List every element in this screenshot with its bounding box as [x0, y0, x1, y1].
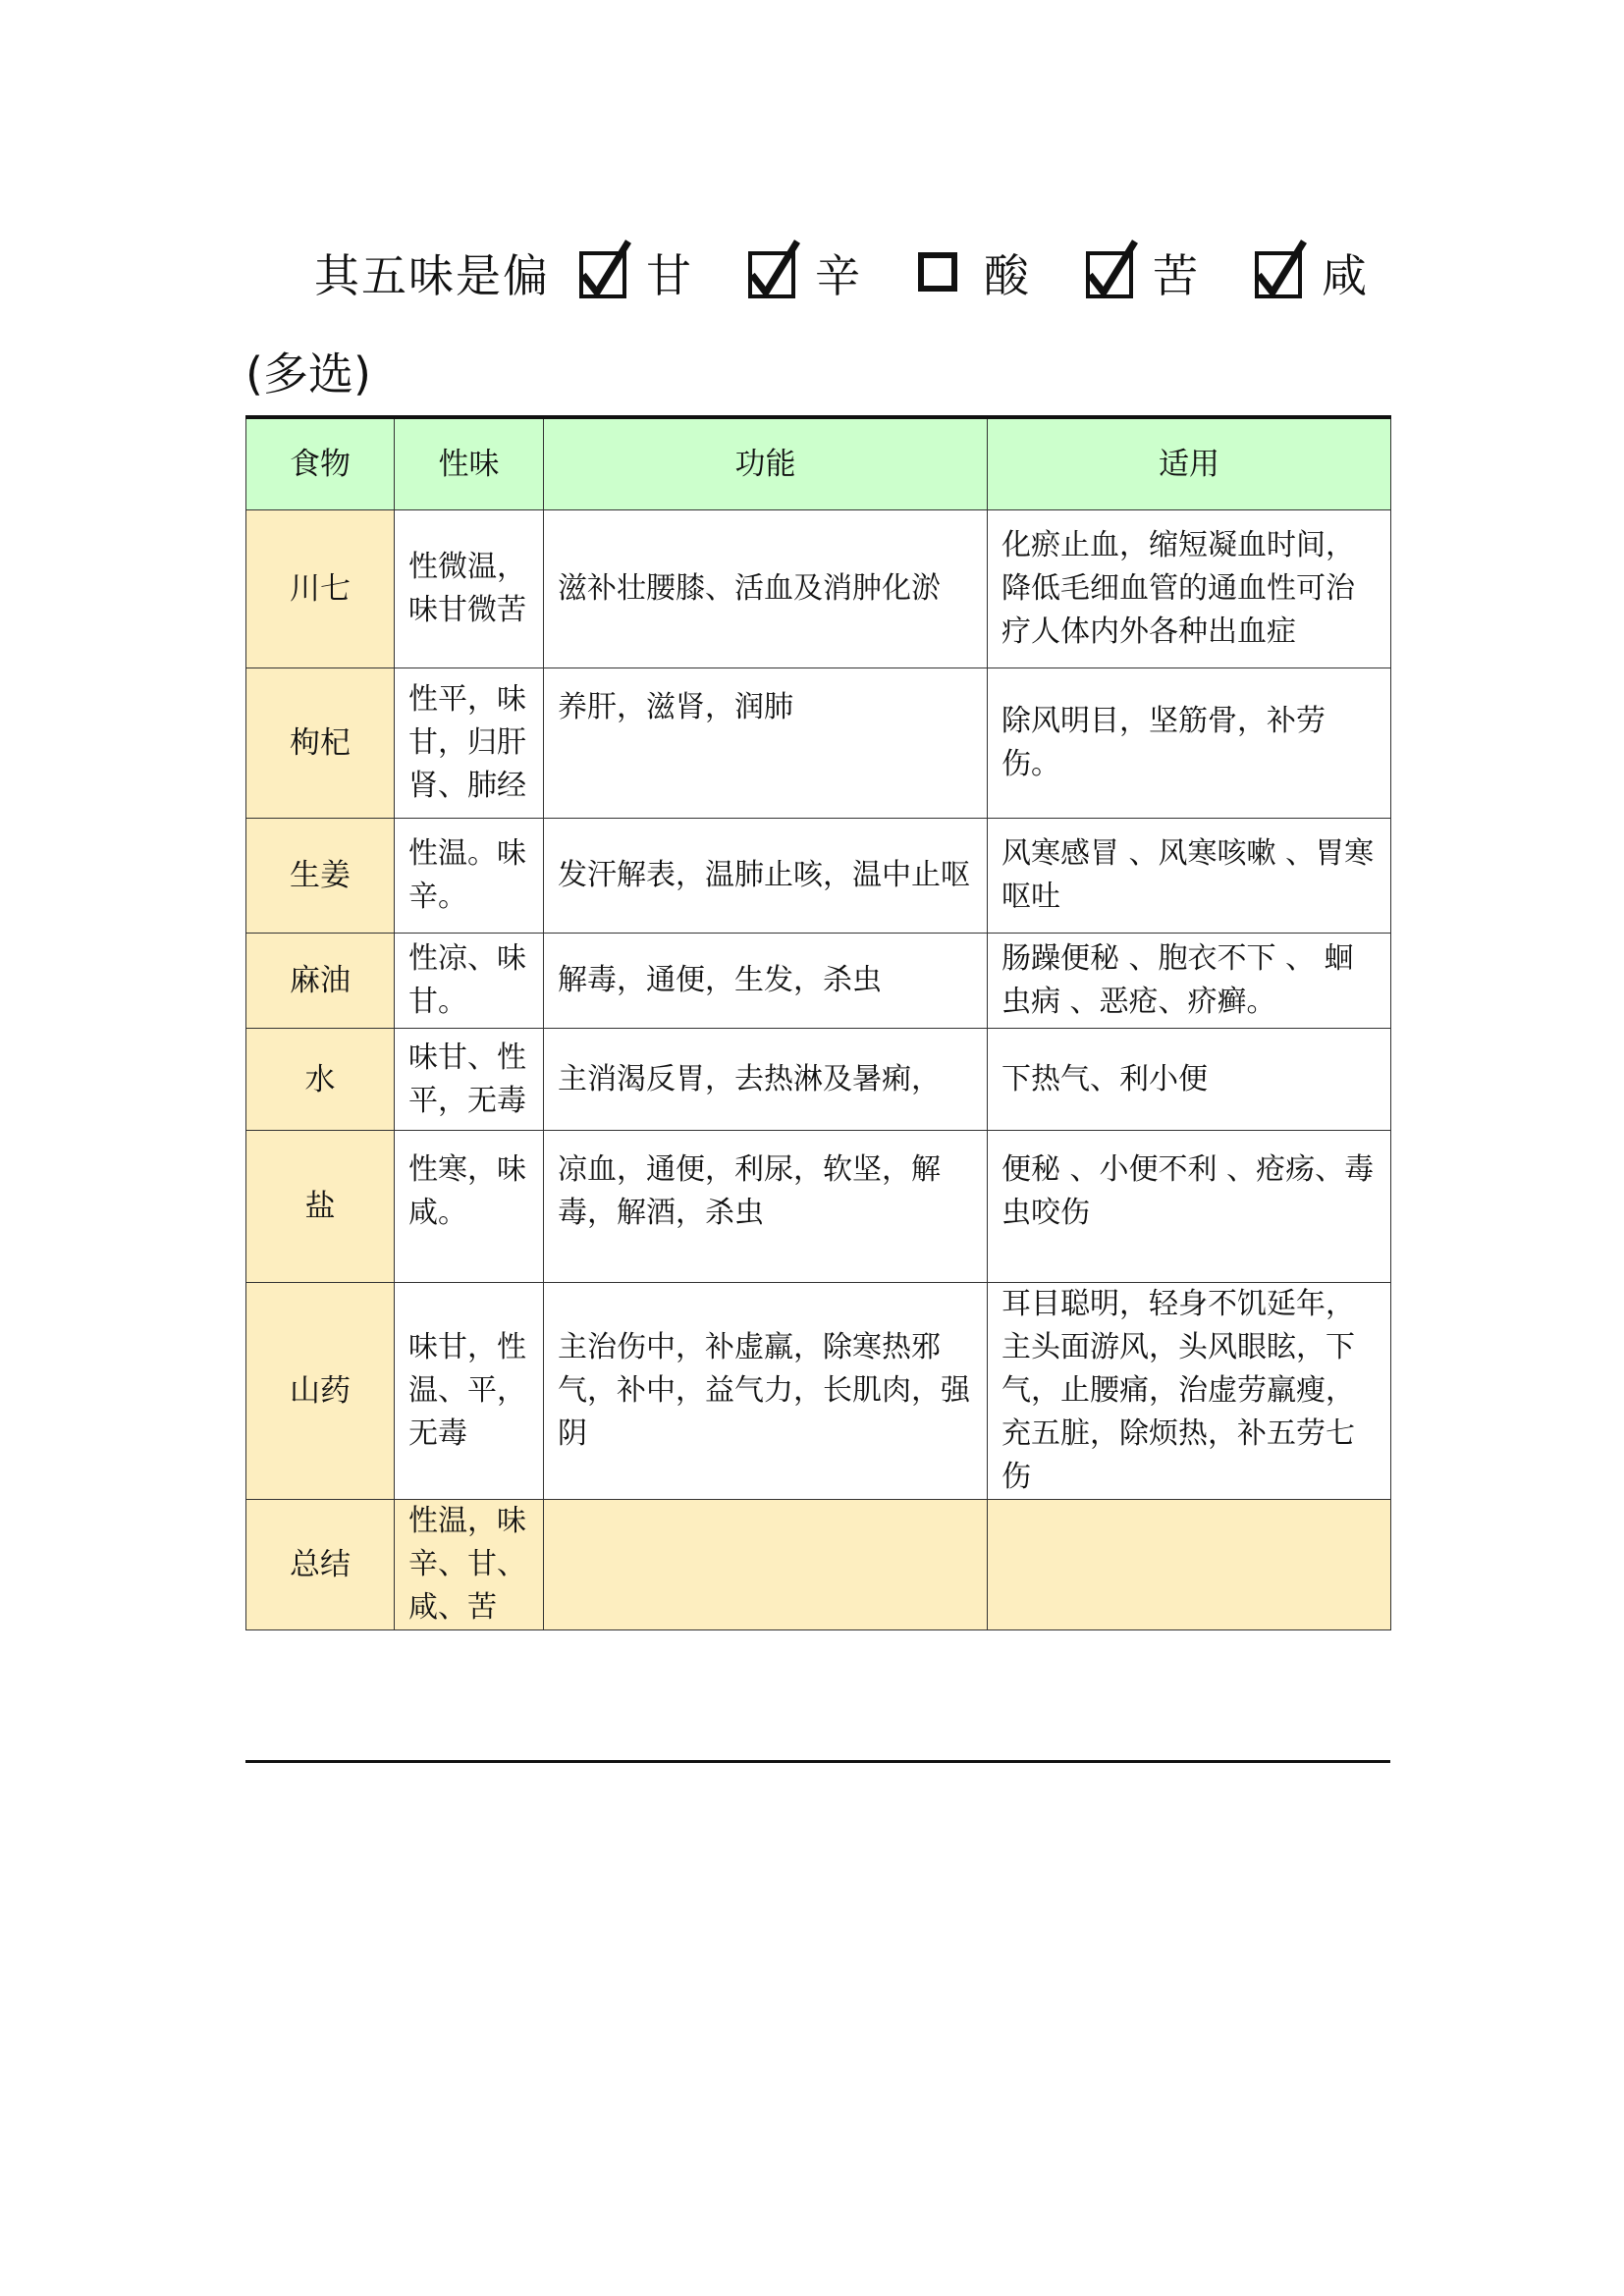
function-cell: 解毒，通便，生发，杀虫	[544, 934, 988, 1029]
checkbox-checked-icon[interactable]	[1255, 251, 1298, 294]
bottom-divider	[245, 1760, 1390, 1763]
nature-cell: 性寒，味咸。	[395, 1131, 544, 1283]
question-text: 其五味是偏	[314, 249, 550, 302]
table-row	[246, 668, 1391, 819]
function-cell: 主消渴反胃，去热淋及暑痢，	[544, 1029, 988, 1131]
use-cell: 化瘀止血，缩短凝血时间，降低毛细血管的通血性可治疗人体内外各种出血症	[988, 510, 1391, 668]
option-suan[interactable]	[917, 240, 1086, 305]
summary-row	[246, 1500, 1391, 1630]
option-label: 辛	[815, 249, 860, 302]
checkbox-checked-icon[interactable]	[1086, 251, 1129, 294]
food-properties-table	[245, 415, 1391, 1630]
function-cell: 主治伤中，补虚羸，除寒热邪气，补中，益气力，长肌肉，强阴	[544, 1283, 988, 1500]
nature-cell: 性温。味辛。	[395, 819, 544, 934]
nature-cell: 性温，味辛、甘、咸、苦	[395, 1500, 544, 1630]
table-row	[246, 1131, 1391, 1283]
option-gan[interactable]	[579, 240, 748, 305]
header-nature: 性味	[395, 417, 544, 510]
option-label: 苦	[1153, 249, 1198, 302]
header-use: 适用	[988, 417, 1391, 510]
food-cell: 生姜	[246, 819, 395, 934]
table-row	[246, 510, 1391, 668]
question-line	[314, 234, 1367, 312]
use-cell: 除风明目，坚筋骨，补劳伤。	[988, 668, 1391, 819]
option-xin[interactable]	[748, 240, 917, 305]
option-ku[interactable]	[1086, 240, 1255, 305]
use-cell	[988, 1500, 1391, 1630]
checkbox-checked-icon[interactable]	[579, 251, 623, 294]
table-header-row	[246, 417, 1391, 510]
nature-cell: 味甘，性温、平，无毒	[395, 1283, 544, 1500]
food-cell: 枸杞	[246, 668, 395, 819]
food-cell: 水	[246, 1029, 395, 1131]
checkbox-checked-icon[interactable]	[748, 251, 791, 294]
option-label: 甘	[646, 249, 691, 302]
table-row	[246, 819, 1391, 934]
multiple-choice-note: (多选)	[245, 347, 371, 400]
table-row	[246, 934, 1391, 1029]
option-label: 咸	[1322, 249, 1367, 302]
option-xian[interactable]	[1255, 240, 1367, 305]
nature-cell: 性凉、味甘。	[395, 934, 544, 1029]
food-cell: 盐	[246, 1131, 395, 1283]
food-cell: 麻油	[246, 934, 395, 1029]
food-cell: 山药	[246, 1283, 395, 1500]
food-cell: 川七	[246, 510, 395, 668]
nature-cell: 味甘、性平，无毒	[395, 1029, 544, 1131]
header-food: 食物	[246, 417, 395, 510]
checkbox-unchecked-icon[interactable]	[917, 251, 960, 294]
nature-cell: 性微温，味甘微苦	[395, 510, 544, 668]
function-cell: 滋补壮腰膝、活血及消肿化淤	[544, 510, 988, 668]
table-row	[246, 1029, 1391, 1131]
option-label: 酸	[984, 249, 1029, 302]
use-cell: 耳目聪明，轻身不饥延年，主头面游风，头风眼眩，下气，止腰痛，治虚劳羸瘦，充五脏，除烦热，补五劳七伤	[988, 1283, 1391, 1500]
header-function: 功能	[544, 417, 988, 510]
use-cell: 便秘 、小便不利 、疮疡、毒虫咬伤	[988, 1131, 1391, 1283]
use-cell: 下热气、利小便	[988, 1029, 1391, 1131]
use-cell: 风寒感冒 、风寒咳嗽 、胃寒呕吐	[988, 819, 1391, 934]
food-cell: 总结	[246, 1500, 395, 1630]
nature-cell: 性平，味甘，归肝肾、肺经	[395, 668, 544, 819]
function-cell: 养肝，滋肾，润肺	[544, 668, 988, 819]
function-cell: 凉血，通便，利尿，软坚，解毒，解酒，杀虫	[544, 1131, 988, 1283]
function-cell: 发汗解表，温肺止咳，温中止呕	[544, 819, 988, 934]
table-row	[246, 1283, 1391, 1500]
function-cell	[544, 1500, 988, 1630]
use-cell: 肠躁便秘 、胞衣不下 、 蛔虫病 、恶疮、疥癣。	[988, 934, 1391, 1029]
